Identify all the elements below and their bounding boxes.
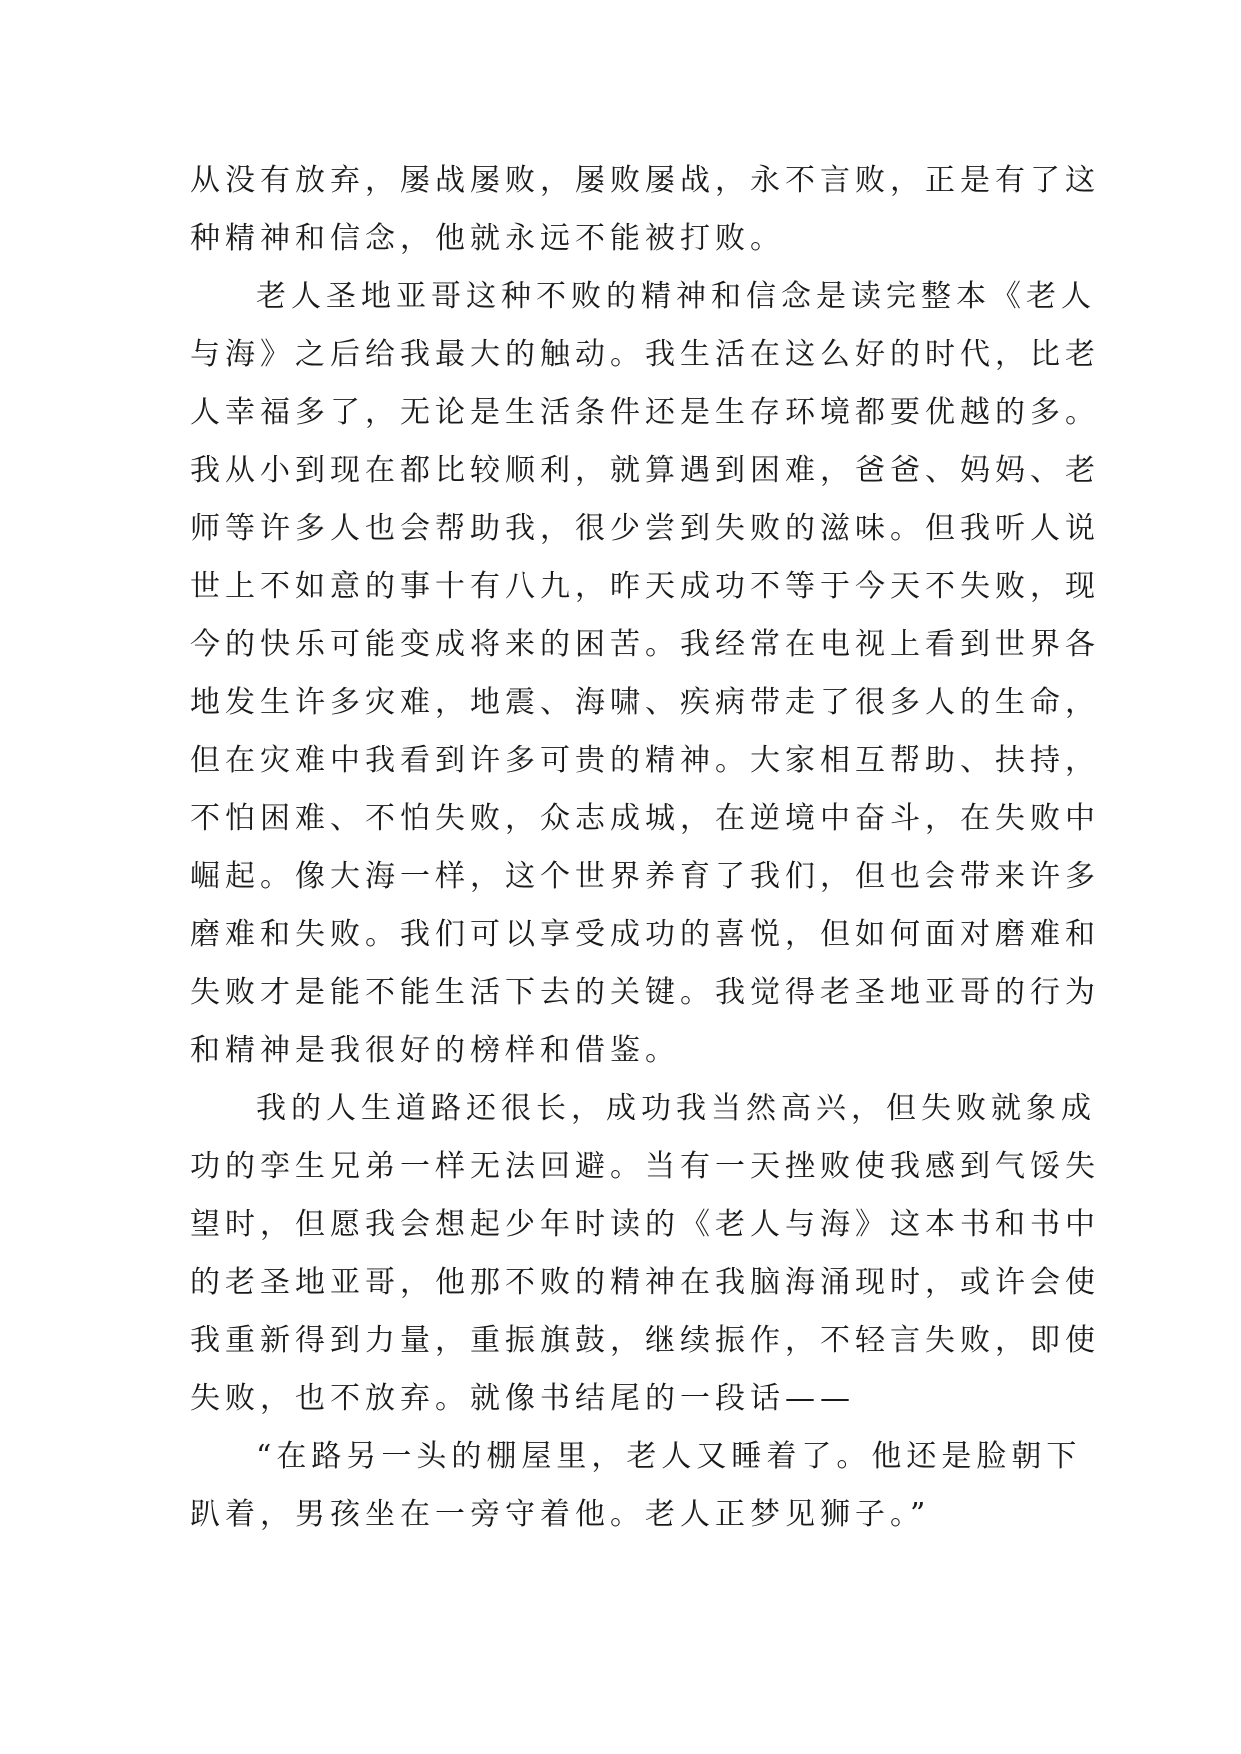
text-line: 地发生许多灾难，地震、海啸、疾病带走了很多人的生命， (190, 685, 1100, 720)
text-line: 种精神和信念，他就永远不能被打败。 (190, 221, 785, 256)
text-line: 功的孪生兄弟一样无法回避。当有一天挫败使我感到气馁失 (190, 1149, 1100, 1184)
text-line: 但在灾难中我看到许多可贵的精神。大家相互帮助、扶持， (190, 743, 1100, 778)
text-line: 趴着，男孩坐在一旁守着他。老人正梦见狮子。” (190, 1497, 931, 1532)
text-line: 望时，但愿我会想起少年时读的《老人与海》这本书和书中 (190, 1207, 1100, 1242)
text-line: 崛起。像大海一样，这个世界养育了我们，但也会带来许多 (190, 859, 1100, 894)
text-line: 师等许多人也会帮助我，很少尝到失败的滋味。但我听人说 (190, 511, 1100, 546)
text-line: 与海》之后给我最大的触动。我生活在这么好的时代，比老 (190, 337, 1100, 372)
text-line: 老人圣地亚哥这种不败的精神和信念是读完整本《老人 (256, 279, 1096, 314)
text-line: 人幸福多了，无论是生活条件还是生存环境都要优越的多。 (190, 395, 1100, 430)
document-body (190, 152, 1100, 1544)
text-line: “在路另一头的棚屋里，老人又睡着了。他还是脸朝下 (256, 1439, 1082, 1474)
text-line: 的老圣地亚哥，他那不败的精神在我脑海涌现时，或许会使 (190, 1265, 1100, 1300)
text-line: 我重新得到力量，重振旗鼓，继续振作，不轻言失败，即使 (190, 1323, 1100, 1358)
text-line: 我从小到现在都比较顺利，就算遇到困难，爸爸、妈妈、老 (190, 453, 1100, 488)
paragraph-quote (190, 1428, 1082, 1544)
paragraph-life-path (190, 1080, 1100, 1428)
text-line: 磨难和失败。我们可以享受成功的喜悦，但如何面对磨难和 (190, 917, 1100, 952)
paragraph-continuation (190, 152, 1100, 268)
text-line: 不怕困难、不怕失败，众志成城，在逆境中奋斗，在失败中 (190, 801, 1100, 836)
text-line: 我的人生道路还很长，成功我当然高兴，但失败就象成 (256, 1091, 1096, 1126)
text-line: 世上不如意的事十有八九，昨天成功不等于今天不失败，现 (190, 569, 1100, 604)
text-line: 失败才是能不能生活下去的关键。我觉得老圣地亚哥的行为 (190, 975, 1100, 1010)
paragraph-reflection (190, 268, 1100, 1080)
text-line: 和精神是我很好的榜样和借鉴。 (190, 1033, 680, 1068)
text-line: 今的快乐可能变成将来的困苦。我经常在电视上看到世界各 (190, 627, 1100, 662)
text-line: 失败，也不放弃。就像书结尾的一段话—— (190, 1381, 855, 1416)
text-line: 从没有放弃，屡战屡败，屡败屡战，永不言败，正是有了这 (190, 163, 1100, 198)
